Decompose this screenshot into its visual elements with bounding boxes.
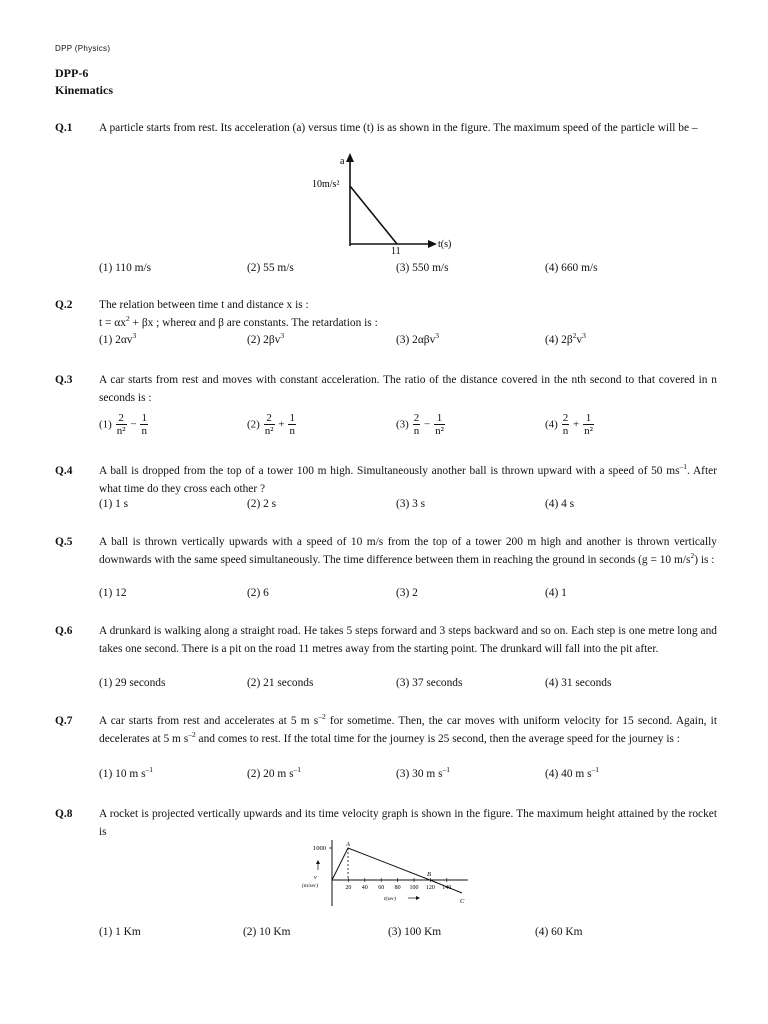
option-3[interactable]: (3) 3 s — [396, 498, 426, 510]
option-3[interactable]: (3) 100 Km — [388, 926, 442, 938]
x-tick-label: 140 — [442, 885, 452, 891]
point-c-label: C — [460, 898, 465, 905]
question-4 — [55, 462, 717, 498]
option-4[interactable]: (4) $\frac{2}{n}$ + $\frac{1}{\text{n²}}$ — [545, 412, 593, 437]
question-3-options — [99, 412, 717, 438]
option-1[interactable]: (1) 12 — [99, 587, 127, 599]
question-7-options — [99, 765, 717, 786]
option-4[interactable]: (4) 4 s — [545, 498, 575, 510]
question-number: Q.1 — [55, 122, 73, 134]
question-text: A ball is dropped from the top of a tower 100 m high. Simultaneously another ball is thrown upward with a speed of 50 $ms^{-1}$. After what time do they cross each other ? — [99, 462, 717, 495]
option-4[interactable]: (4) 31 seconds — [545, 677, 612, 689]
question-6 — [55, 622, 717, 658]
a-axis-label: a — [340, 156, 345, 167]
question-number: Q.2 — [55, 299, 73, 311]
question-text: A particle starts from rest. Its acceleration (a) versus time (t) is as shown in the figure. The maximum speed of the particle will be – — [99, 122, 698, 134]
point-b-label: B — [427, 871, 431, 878]
acceleration-line — [350, 186, 397, 244]
question-2 — [55, 296, 717, 332]
question-8-options — [99, 926, 717, 944]
question-4-options — [99, 498, 717, 516]
option-3[interactable]: (3) 37 seconds — [396, 677, 463, 689]
header-subject: DPP (Physics) — [55, 44, 111, 53]
question-text: A rocket is projected vertically upwards and its time velocity graph is shown in the figure. The maximum height attained by the rocket is — [99, 808, 717, 838]
option-1[interactable]: (1) 1 Km — [99, 926, 141, 938]
question-1 — [55, 119, 717, 137]
x-tick-label: 80 — [394, 885, 401, 891]
topic-title: Kinematics — [55, 83, 113, 97]
y-axis-label: v — [314, 875, 317, 881]
x-tick-label: 120 — [425, 885, 435, 891]
x-tick-label: 40 — [361, 885, 368, 891]
a-value-label: 10m/s² — [312, 179, 340, 190]
option-2[interactable]: (2) 6 — [247, 587, 269, 599]
y-axis-unit: (m/sec) — [302, 883, 319, 889]
x-tick-label: 20 — [345, 885, 352, 891]
question-number: Q.6 — [55, 625, 73, 637]
question-3 — [55, 371, 717, 407]
option-4[interactable]: (4) 60 Km — [535, 926, 583, 938]
option-4[interactable]: (4) 1 — [545, 587, 567, 599]
option-2[interactable]: (2) 10 Km — [243, 926, 291, 938]
question-number: Q.4 — [55, 465, 73, 477]
option-1[interactable]: (1) 29 seconds — [99, 677, 166, 689]
v-label-arrowhead — [316, 860, 320, 864]
velocity-time-graph — [296, 836, 476, 908]
option-3[interactable]: (3) $\frac{2}{n}$ − $\frac{1}{\text{n²}}$ — [396, 412, 444, 437]
x-tick-label: 100 — [409, 885, 419, 891]
question-text-line-1: The relation between time t and distance x is : — [99, 299, 309, 311]
question-5 — [55, 533, 717, 569]
option-2[interactable]: (2) 21 seconds — [247, 677, 314, 689]
option-4[interactable]: (4) 660 m/s — [545, 262, 598, 274]
option-4[interactable]: (4) 40 m $s^{-1}$ — [545, 765, 600, 780]
question-text: A car starts from rest and accelerates at 5 m $s^{-2}$ for sometime. Then, the car moves with uniform velocity for 15 second. Again, it decelerates at 5 m $s^{-2}$ and comes to rest. If the total time for the journey is 25 second, then the average speed for the journey is : — [99, 712, 717, 745]
option-3[interactable]: (3) 30 m $s^{-1}$ — [396, 765, 451, 780]
question-7 — [55, 712, 717, 748]
option-4[interactable]: (4) $2\beta^2v^3$ — [545, 331, 586, 346]
option-1[interactable]: (1) $2\alpha v^3$ — [99, 331, 137, 346]
acceleration-time-graph — [300, 150, 470, 258]
x-axis-label: t(sec) — [384, 896, 397, 902]
question-number: Q.5 — [55, 536, 73, 548]
dpp-number: DPP-6 — [55, 66, 89, 80]
option-3[interactable]: (3) 2αβv$^3$ — [396, 331, 440, 346]
question-text: A ball is thrown vertically upwards with a speed of 10 m/s from the top of a tower 200 m high and another is thrown vertically downwards with the same speed simultaneously. The time difference between them in reaching the ground in seconds (g = 10 $m/s^2$) is : — [99, 536, 717, 566]
option-1[interactable]: (1) $\frac{2}{\text{n²}}$ − $\frac{1}{n}$ — [99, 412, 147, 437]
question-text: A car starts from rest and moves with constant acceleration. The ratio of the distance covered in the nth second to that covered in n seconds is : — [99, 374, 717, 404]
a-axis-arrow — [346, 153, 354, 162]
option-2[interactable]: (2) 55 m/s — [247, 262, 294, 274]
y-tick-label: 1000 — [313, 845, 326, 852]
question-number: Q.8 — [55, 808, 73, 820]
question-5-options — [99, 587, 717, 605]
question-text: A drunkard is walking along a straight road. He takes 5 steps forward and 3 steps backward and so on. Each step is one metre long and takes one second. There is a pit on the road 11 metres away from the starting point. The drunkard will fall into the pit after. — [99, 625, 717, 655]
t-axis-label: t(s) — [438, 239, 452, 250]
question-6-options — [99, 677, 717, 695]
option-2[interactable]: (2) $\frac{2}{\text{n²}}$ + $\frac{1}{n}$ — [247, 412, 295, 437]
option-1[interactable]: (1) 110 m/s — [99, 262, 152, 274]
option-2[interactable]: (2) 20 m $s^{-1}$ — [247, 765, 302, 780]
t-value-label: 11 — [391, 246, 401, 257]
question-number: Q.3 — [55, 374, 73, 386]
option-3[interactable]: (3) 550 m/s — [396, 262, 449, 274]
option-2[interactable]: (2) 2 s — [247, 498, 277, 510]
option-1[interactable]: (1) 10 m $s^{-1}$ — [99, 765, 154, 780]
question-2-options — [99, 331, 717, 352]
question-text-line-2: $t = \alpha x^2 + \beta x$ ; whereα and β are constants. The retardation is : — [99, 314, 378, 329]
t-axis-arrow — [428, 240, 437, 248]
point-a-label: A — [346, 841, 350, 848]
option-2[interactable]: (2) $2\beta v^3$ — [247, 331, 285, 346]
x-tick-labels — [345, 885, 451, 891]
question-1-options — [99, 262, 717, 280]
question-number: Q.7 — [55, 715, 73, 727]
t-label-arrowhead — [416, 896, 420, 900]
option-3[interactable]: (3) 2 — [396, 587, 418, 599]
x-tick-label: 60 — [378, 885, 385, 891]
option-1[interactable]: (1) 1 s — [99, 498, 129, 510]
